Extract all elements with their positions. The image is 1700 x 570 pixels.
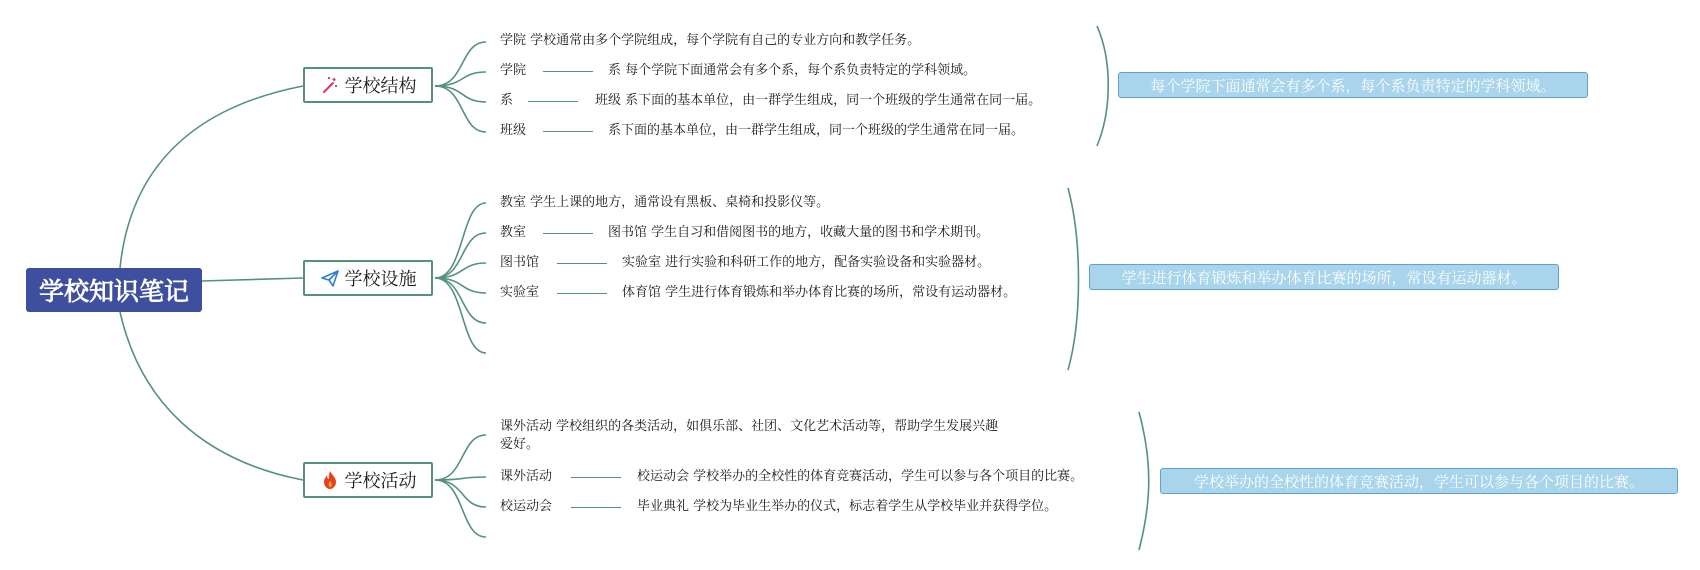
leaf-text: 图书馆 [500,255,540,270]
connector-dash [543,233,593,234]
leaf-text: 教室 [500,225,527,240]
branch-label: 学校活动 [344,471,417,492]
leaf-text: 实验室 [500,285,540,300]
leaf-text: 系下面的基本单位，由一群学生组成，同一个班级的学生通常在同一届。 [608,123,1025,138]
leaf-text: 实验室 进行实验和科研工作的地方，配备实验设备和实验器材。 [622,255,991,270]
leaf-text: 学院 [500,63,527,78]
leaf-text: 系 [500,93,514,108]
connector-dash [571,477,621,478]
connector-dash [571,507,621,508]
leaf-text: 校运动会 [500,499,553,514]
branch-school-facilities[interactable] [303,260,433,296]
summary-box[interactable]: 学生进行体育锻炼和举办体育比赛的场所，常设有运动器材。 [1089,264,1559,290]
branch-school-activities[interactable] [303,462,433,498]
leaf-text: 体育馆 学生进行体育锻炼和举办体育比赛的场所，常设有运动器材。 [622,285,1017,300]
leaf-text: 课外活动 [500,469,553,484]
leaf-text: 班级 系下面的基本单位，由一群学生组成，同一个班级的学生通常在同一届。 [595,93,1042,108]
leaf-text: 学院 学校通常由多个学院组成，每个学院有自己的专业方向和教学任务。 [500,33,921,48]
leaf-text: 教室 学生上课的地方，通常设有黑板、桌椅和投影仪等。 [500,195,830,210]
connector-dash [557,293,607,294]
leaf-text: 毕业典礼 学校为毕业生举办的仪式，标志着学生从学校毕业并获得学位。 [637,499,1058,514]
branch-label: 学校设施 [344,269,417,290]
magic-wand-icon [320,75,340,95]
leaf-text: 班级 [500,123,527,138]
branch-label: 学校结构 [344,76,417,97]
leaf-text: 图书馆 学生自习和借阅图书的地方，收藏大量的图书和学术期刊。 [608,225,990,240]
connector-dash [543,71,593,72]
summary-box[interactable]: 学校举办的全校性的体育竞赛活动，学生可以参与各个项目的比赛。 [1160,468,1678,494]
leaf-text: 系 每个学院下面通常会有多个系，每个系负责特定的学科领域。 [608,63,977,78]
root-node[interactable]: 学校知识笔记 [26,268,202,312]
summary-box[interactable]: 每个学院下面通常会有多个系，每个系负责特定的学科领域。 [1118,72,1588,98]
connector-dash [557,263,607,264]
paper-plane-icon [320,268,340,288]
connector-dash [543,131,593,132]
leaf-text: 校运动会 学校举办的全校性的体育竞赛活动，学生可以参与各个项目的比赛。 [637,469,1084,484]
fire-icon [320,470,340,490]
connector-dash [528,101,578,102]
branch-school-structure[interactable] [303,67,433,103]
leaf-text: 课外活动 学校组织的各类活动，如俱乐部、社团、文化艺术活动等，帮助学生发展兴趣爱好。 [500,419,999,452]
